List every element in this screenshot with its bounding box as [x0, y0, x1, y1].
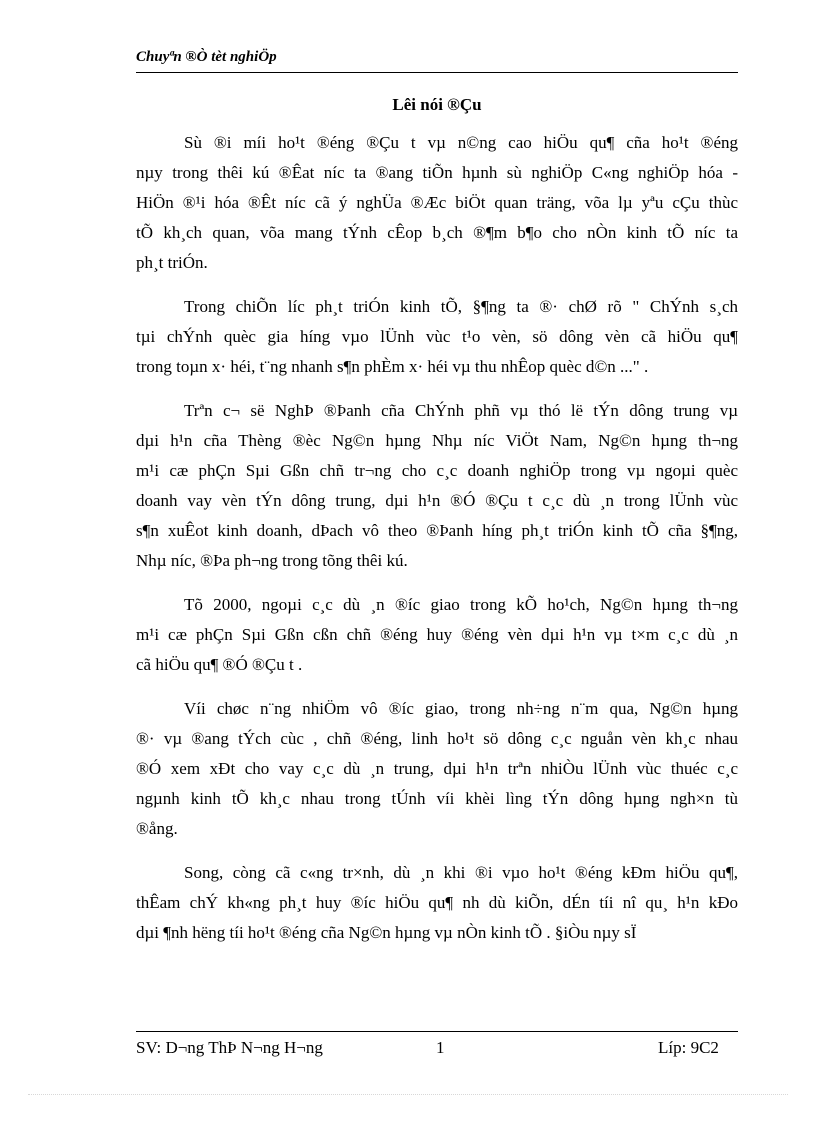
- paragraph-line: ph¸t triÓn.: [136, 253, 208, 272]
- paragraph-line: thÊam chÝ kh«ng ph¸t huy ®íc hiÖu qu¶ nh dù kiÕn, dÉn tíi nî qu¸ h¹n kÐo: [136, 893, 738, 912]
- paragraph-line: tµi chÝnh quèc gia híng vµo lÜnh vùc t¹o vèn, sö dông vèn cã hiÖu qu¶: [136, 327, 738, 346]
- paragraph-line: ®ång.: [136, 819, 178, 838]
- body-paragraph: [136, 292, 738, 382]
- paragraph-line: Víi chøc n¨ng nhiÖm vô ®íc giao, trong nh÷ng n¨m qua, Ng©n hµng: [184, 699, 738, 718]
- page-bottom-edge: [28, 1094, 788, 1095]
- page-number: 1: [436, 1038, 445, 1057]
- paragraph-line: cã hiÖu qu¶ ®Ó ®Çu t .: [136, 655, 303, 674]
- paragraph-line: Trªn c¬ së NghÞ ®Þanh cña ChÝnh phñ vµ thó lë tÝn dông trung vµ: [184, 401, 738, 420]
- section-heading: Lêi nói ®Çu: [392, 95, 482, 114]
- footer-class-label: Líp: 9C2: [658, 1038, 719, 1057]
- paragraph-line: tÕ kh¸ch quan, võa mang tÝnh cÊop b¸ch ®¶m b¶o cho nÒn kinh tÕ níc ta: [136, 223, 738, 242]
- body-paragraph: [136, 396, 738, 576]
- paragraph-line: m¹i cæ phÇn Sµi Gßn cßn chñ ®éng huy ®éng vèn dµi h¹n vµ t×m c¸c dù ¸n: [136, 625, 738, 644]
- paragraph-line: dµi h¹n cña Thèng ®èc Ng©n hµng Nhµ níc ViÖt Nam, Ng©n hµng th¬ng: [136, 431, 738, 450]
- paragraph-line: trong toµn x· héi, t¨ng nhanh s¶n phÈm x· héi vµ thu nhÊop quèc d©n ..." .: [136, 357, 649, 376]
- paragraph-line: ®· vµ ®ang tÝch cùc , chñ ®éng, linh ho¹t sö dông c¸c nguån vèn kh¸c nhau: [136, 729, 738, 748]
- running-header-title: Chuyªn ®Ò tèt nghiÖp: [136, 49, 277, 65]
- body-paragraph: [136, 858, 738, 948]
- paragraph-line: Trong chiÕn líc ph¸t triÓn kinh tÕ, §¶ng ta ®· chØ rõ " ChÝnh s¸ch: [184, 297, 738, 316]
- footer-student-name: SV: D¬ng ThÞ N¬ng H¬ng: [136, 1038, 323, 1057]
- paragraph-line: Tõ 2000, ngoµi c¸c dù ¸n ®íc giao trong kÕ ho¹ch, Ng©n hµng th¬ng: [184, 595, 738, 614]
- paragraph-line: m¹i cæ phÇn Sµi Gßn chñ tr¬ng cho c¸c doanh nghiÖp trong vµ ngoµi quèc: [136, 461, 738, 480]
- paragraph-line: Song, còng cã c«ng tr×nh, dù ¸n khi ®i vµo ho¹t ®éng kÐm hiÖu qu¶,: [184, 863, 738, 882]
- header-divider: [136, 72, 738, 73]
- body-paragraph: [136, 590, 738, 680]
- body-paragraph: [136, 694, 738, 844]
- paragraph-line: HiÖn ®¹i hóa ®Êt níc cã ý nghÜa ®Æc biÖt quan träng, võa lµ yªu cÇu thùc: [136, 193, 738, 212]
- paragraph-line: dµi ¶nh hëng tíi ho¹t ®éng cña Ng©n hµng vµ nÒn kinh tÕ . §iÒu nµy sÏ: [136, 923, 637, 942]
- paragraph-line: ®Ó xem xÐt cho vay c¸c dù ¸n trung, dµi h¹n trªn nhiÒu lÜnh vùc thuéc c¸c: [136, 759, 738, 778]
- document-body: [136, 128, 738, 962]
- paragraph-line: doanh vay vèn tÝn dông trung, dµi h¹n ®Ó ®Çu t c¸c dù ¸n trong lÜnh vùc: [136, 491, 738, 510]
- paragraph-line: Nhµ níc, ®Þa ph¬ng trong tõng thêi kú.: [136, 551, 408, 570]
- paragraph-line: nµy trong thêi kú ®Êat níc ta ®ang tiÕn hµnh sù nghiÖp C«ng nghiÖp hóa -: [136, 163, 738, 182]
- paragraph-line: s¶n xuÊot kinh doanh, dÞach vô theo ®Þanh híng ph¸t triÓn kinh tÕ cña §¶ng,: [136, 521, 738, 540]
- footer-divider: [136, 1031, 738, 1032]
- body-paragraph: [136, 128, 738, 278]
- paragraph-line: ngµnh kinh tÕ kh¸c nhau trong tÚnh víi khèi lìng tÝn dông hµng ngh×n tù: [136, 789, 738, 808]
- paragraph-line: Sù ®i míi ho¹t ®éng ®Çu t vµ n©ng cao hiÖu qu¶ cña ho¹t ®éng: [184, 133, 738, 152]
